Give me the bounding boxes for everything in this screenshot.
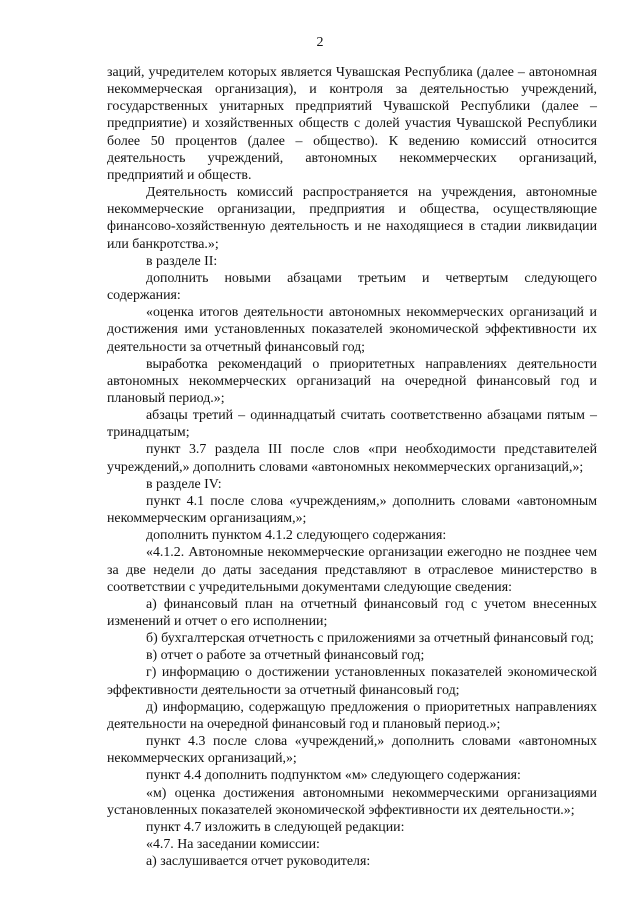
- paragraph-item-a: а) финансовый план на отчетный финансовый год с учетом внесенных изменений и отчет о его исполнении;: [107, 596, 597, 629]
- paragraph-item-d: д) информацию, содержащую предложения о приоритетных направлениях деятельности на очередной финансовый год и плановый период.»;: [107, 699, 597, 732]
- paragraph-add-paragraphs: дополнить новыми абзацами третьим и четвертым следующего содержания:: [107, 270, 597, 304]
- paragraph-clause-4-7: пункт 4.7 изложить в следующей редакции:: [146, 819, 405, 835]
- paragraph-item-b: б) бухгалтерская отчетность с приложениями за отчетный финансовый год;: [146, 631, 594, 647]
- paragraph-item-m: «м) оценка достижения автономными некоммерческими организациями установленных показателей экономической эффективности их деятельности.»;: [107, 785, 597, 818]
- paragraph-clause-3-7: пункт 3.7 раздела III после слов «при необходимости представителей учреждений,» дополнить словами «автономных некоммерческих организаций,»;: [107, 442, 597, 475]
- paragraph-section-2: в разделе II:: [146, 253, 218, 269]
- page-number: 2: [316, 35, 324, 50]
- paragraph-clause-4-1-2: «4.1.2. Автономные некоммерческие организации ежегодно не позднее чем за две недели до даты заседания представляют в отраслевое министерство в соответствии с учредительными документами следующие сведения:: [107, 545, 597, 595]
- paragraph-continuation: заций, учредителем которых является Чувашская Республика (далее – автономная некоммерческая организация), и контроля за деятельностью учреждений, государственных унитарных предприятий Чувашской Республики (далее – предприятие) и хозяйственных обществ с долей участия Чувашской Республики более 50 процентов (далее – общество). К ведению комиссий относится деятельность учреждений, автономных некоммерческих организаций, предприятий и обществ.: [107, 65, 597, 183]
- paragraph-clause-4-3: пункт 4.3 после слова «учреждений,» дополнить словами «автономных некоммерческих организаций,»;: [107, 734, 597, 767]
- paragraph-clause-4-4: пункт 4.4 дополнить подпунктом «м» следующего содержания:: [146, 768, 521, 784]
- paragraph-commission-scope: Деятельность комиссий распространяется на учреждения, автономные некоммерческие организации, предприятия и общества, осуществляющие финансово-хозяйственную деятельность и не находящиеся в стадии ликвидации или банкротства.»;: [107, 185, 597, 252]
- paragraph-clause-4-7-text: «4.7. На заседании комиссии:: [146, 837, 320, 853]
- paragraph-add-clause-4-1-2: дополнить пунктом 4.1.2 следующего содержания:: [146, 528, 447, 544]
- paragraph-section-4: в разделе IV:: [146, 476, 222, 492]
- document-body: [107, 64, 597, 870]
- paragraph-assessment: «оценка итогов деятельности автономных некоммерческих организаций и достижения ими установленных показателей экономической эффективности их деятельности за отчетный финансовый год;: [107, 305, 597, 355]
- paragraph-item-g: г) информацию о достижении установленных показателей экономической эффективности деятельности за отчетный финансовый год;: [107, 665, 597, 698]
- paragraph-item-v: в) отчет о работе за отчетный финансовый год;: [146, 648, 425, 664]
- paragraph-clause-4-1: пункт 4.1 после слова «учреждениям,» дополнить словами «автономным некоммерческим организациям,»;: [107, 493, 597, 527]
- paragraph-renumber: абзацы третий – одиннадцатый считать соответственно абзацами пятым – тринадцатым;: [107, 408, 597, 441]
- paragraph-recommendations: выработка рекомендаций о приоритетных направлениях деятельности автономных некоммерческих организаций на очередной финансовый год и плановый период.»;: [107, 356, 597, 406]
- paragraph-item-a-report: а) заслушивается отчет руководителя:: [146, 854, 371, 870]
